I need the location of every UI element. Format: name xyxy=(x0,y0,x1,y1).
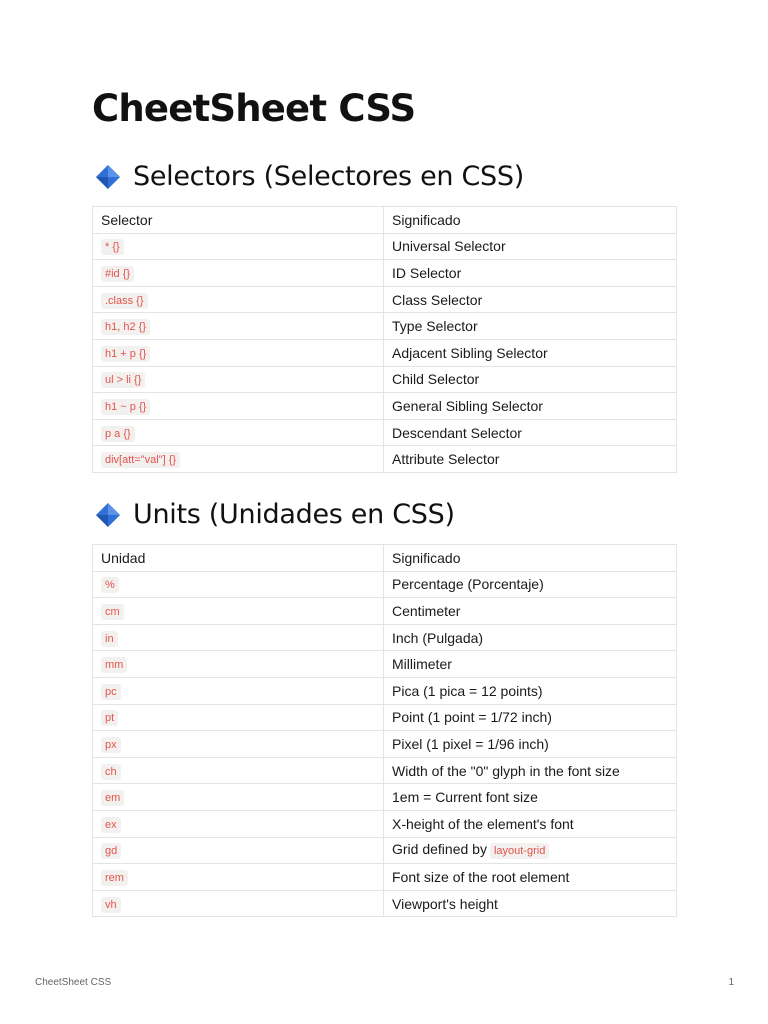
section-heading-text: Selectors (Selectores en CSS) xyxy=(133,161,524,192)
column-header-significado: Significado xyxy=(384,207,677,234)
meaning-cell xyxy=(384,286,677,313)
meaning-text: Pica (1 pica = 12 points) xyxy=(392,682,543,699)
meaning-cell xyxy=(384,731,677,758)
code-chip: ch xyxy=(101,764,121,780)
meaning-text: X-height of the element's font xyxy=(392,815,574,832)
section-heading-units xyxy=(94,498,455,532)
meaning-text: Adjacent Sibling Selector xyxy=(392,344,548,361)
meaning-cell xyxy=(384,233,677,260)
code-cell xyxy=(93,260,384,287)
code-chip: px xyxy=(101,737,121,753)
meaning-cell xyxy=(384,810,677,837)
meaning-cell xyxy=(384,704,677,731)
code-chip: p a {} xyxy=(101,426,135,442)
code-chip: pt xyxy=(101,710,118,726)
meaning-cell xyxy=(384,784,677,811)
meaning-cell xyxy=(384,598,677,625)
meaning-text: Attribute Selector xyxy=(392,451,500,468)
code-cell xyxy=(93,864,384,891)
code-cell xyxy=(93,446,384,473)
code-chip: ul > li {} xyxy=(101,372,145,388)
meaning-text: Grid defined by xyxy=(392,841,487,858)
code-cell xyxy=(93,286,384,313)
table-row xyxy=(93,260,677,287)
code-chip: #id {} xyxy=(101,266,134,282)
column-header-unidad: Unidad xyxy=(93,545,384,572)
meaning-text: Class Selector xyxy=(392,291,483,308)
meaning-text: Percentage (Porcentaje) xyxy=(392,576,544,593)
table-row xyxy=(93,571,677,598)
blue-diamond-icon xyxy=(94,163,122,191)
section-heading-text: Units (Unidades en CSS) xyxy=(133,499,455,530)
table-row xyxy=(93,233,677,260)
code-chip: cm xyxy=(101,604,124,620)
code-chip: ex xyxy=(101,817,121,833)
code-cell xyxy=(93,784,384,811)
table-row xyxy=(93,393,677,420)
table-row xyxy=(93,624,677,651)
meaning-text: ID Selector xyxy=(392,264,462,281)
inline-code-chip: layout-grid xyxy=(490,843,549,859)
meaning-cell xyxy=(384,624,677,651)
code-cell xyxy=(93,393,384,420)
table-row xyxy=(93,313,677,340)
code-cell xyxy=(93,731,384,758)
table-row xyxy=(93,810,677,837)
footer-page-number: 1 xyxy=(728,977,734,988)
meaning-text: Centimeter xyxy=(392,602,461,619)
code-chip: h1 + p {} xyxy=(101,346,150,362)
table-row xyxy=(93,864,677,891)
column-header-significado: Significado xyxy=(384,545,677,572)
code-chip: vh xyxy=(101,897,121,913)
meaning-text: Width of the "0" glyph in the font size xyxy=(392,762,620,779)
code-chip: div[att="val"] {} xyxy=(101,452,180,468)
meaning-cell xyxy=(384,393,677,420)
page-title: CheetSheet CSS xyxy=(92,87,416,130)
meaning-cell xyxy=(384,419,677,446)
table-row xyxy=(93,339,677,366)
code-cell xyxy=(93,810,384,837)
meaning-cell xyxy=(384,446,677,473)
meaning-cell xyxy=(384,757,677,784)
meaning-cell xyxy=(384,837,677,864)
meaning-cell xyxy=(384,677,677,704)
table-row xyxy=(93,366,677,393)
meaning-text: Point (1 point = 1/72 inch) xyxy=(392,709,552,726)
table-row xyxy=(93,651,677,678)
selectors-table xyxy=(92,206,677,473)
code-cell xyxy=(93,757,384,784)
table-row xyxy=(93,784,677,811)
blue-diamond-icon xyxy=(94,501,122,529)
code-cell xyxy=(93,651,384,678)
code-cell xyxy=(93,339,384,366)
meaning-text: Universal Selector xyxy=(392,238,506,255)
meaning-text: 1em = Current font size xyxy=(392,789,538,806)
table-row xyxy=(93,419,677,446)
code-cell xyxy=(93,837,384,864)
table-row xyxy=(93,446,677,473)
table-row xyxy=(93,677,677,704)
code-chip: h1 ~ p {} xyxy=(101,399,150,415)
code-chip: * {} xyxy=(101,239,124,255)
section-heading-selectors xyxy=(94,160,524,194)
meaning-text: Font size of the root element xyxy=(392,868,570,885)
units-table xyxy=(92,544,677,917)
meaning-cell xyxy=(384,651,677,678)
code-cell xyxy=(93,677,384,704)
meaning-cell xyxy=(384,339,677,366)
code-chip: mm xyxy=(101,657,127,673)
meaning-cell xyxy=(384,571,677,598)
meaning-cell xyxy=(384,890,677,917)
table-row xyxy=(93,598,677,625)
code-chip: h1, h2 {} xyxy=(101,319,150,335)
table-row xyxy=(93,890,677,917)
code-chip: gd xyxy=(101,843,121,859)
meaning-cell xyxy=(384,366,677,393)
code-cell xyxy=(93,313,384,340)
code-chip: em xyxy=(101,790,124,806)
code-cell xyxy=(93,419,384,446)
meaning-cell xyxy=(384,313,677,340)
table-row xyxy=(93,757,677,784)
meaning-cell xyxy=(384,260,677,287)
code-cell xyxy=(93,571,384,598)
code-chip: % xyxy=(101,577,119,593)
table-row xyxy=(93,837,677,864)
code-cell xyxy=(93,598,384,625)
meaning-text: Viewport's height xyxy=(392,895,498,912)
meaning-cell xyxy=(384,864,677,891)
code-chip: pc xyxy=(101,684,121,700)
table-row xyxy=(93,704,677,731)
meaning-text: Child Selector xyxy=(392,371,480,388)
code-cell xyxy=(93,704,384,731)
code-cell xyxy=(93,624,384,651)
footer-document-title: CheetSheet CSS xyxy=(35,977,112,988)
meaning-text: Type Selector xyxy=(392,318,478,335)
meaning-text: Descendant Selector xyxy=(392,424,522,441)
code-chip: rem xyxy=(101,870,128,886)
code-chip: .class {} xyxy=(101,293,148,309)
meaning-text: Pixel (1 pixel = 1/96 inch) xyxy=(392,735,549,752)
code-chip: in xyxy=(101,631,118,647)
table-header-row xyxy=(93,207,677,234)
table-header-row xyxy=(93,545,677,572)
code-cell xyxy=(93,233,384,260)
table-row xyxy=(93,731,677,758)
meaning-text: Millimeter xyxy=(392,656,452,673)
meaning-text: Inch (Pulgada) xyxy=(392,629,484,646)
code-cell xyxy=(93,890,384,917)
code-cell xyxy=(93,366,384,393)
table-row xyxy=(93,286,677,313)
meaning-text: General Sibling Selector xyxy=(392,397,543,414)
column-header-selector: Selector xyxy=(93,207,384,234)
